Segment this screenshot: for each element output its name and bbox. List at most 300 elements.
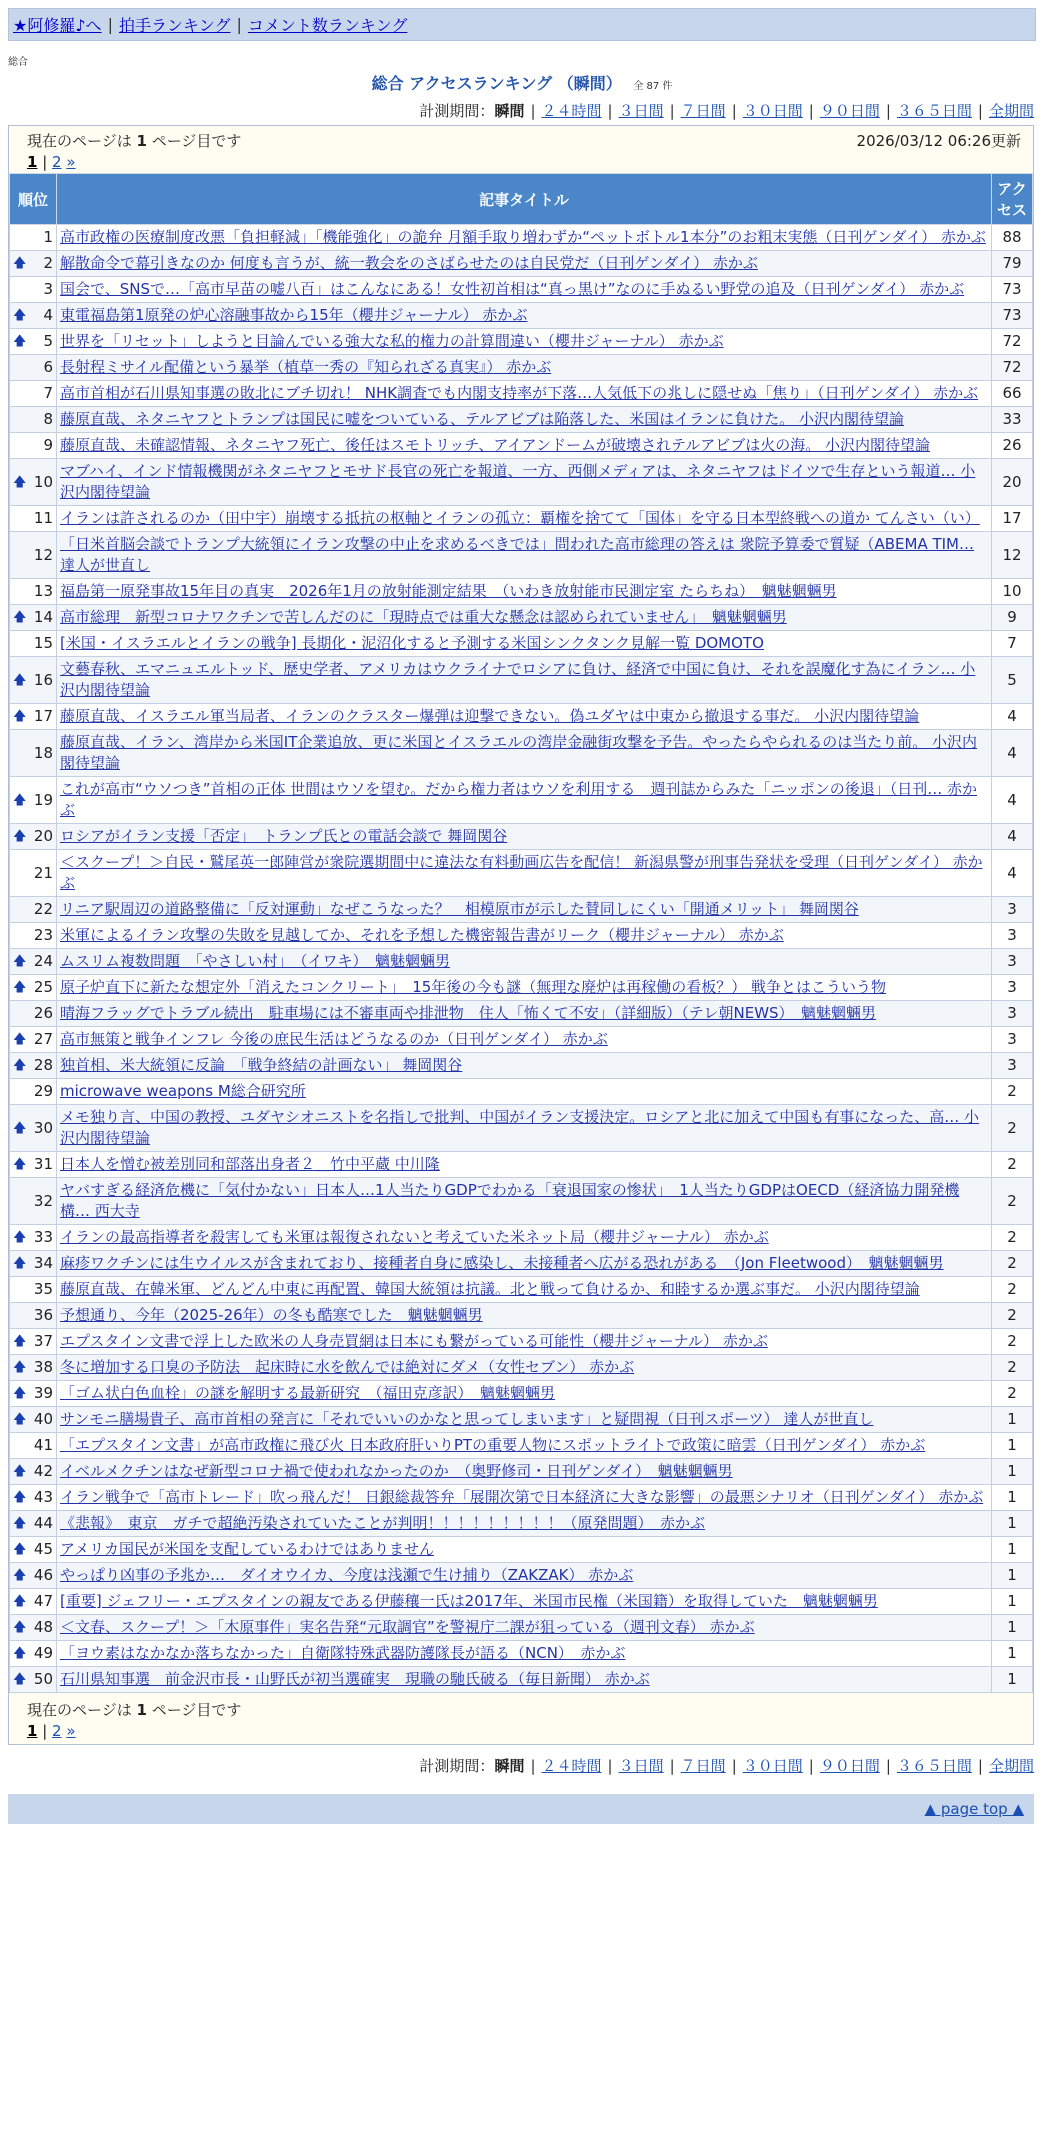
access-count: 2: [992, 1225, 1033, 1251]
title-cell: [57, 407, 992, 433]
access-count: 2: [992, 1355, 1033, 1381]
title-cell: [57, 1563, 992, 1589]
rank-number: 46: [33, 1566, 53, 1584]
title-cell: [57, 824, 992, 850]
title-cell: [57, 1511, 992, 1537]
title-cell: [57, 251, 992, 277]
table-row: [10, 579, 1033, 605]
rank-cell: [10, 355, 57, 381]
article-link[interactable]: 高市無策と戦争インフレ 今後の庶民生活はどうなるのか（日刊ゲンダイ） 赤かぶ: [60, 1030, 608, 1048]
title-cell: [57, 897, 992, 923]
article-link[interactable]: リニア駅周辺の道路整備に「反対運動」なぜこうなった？ 相模原市が示した賛同しにくい「開通メリット」 舞岡関谷: [60, 900, 859, 918]
access-count: 2: [992, 1105, 1033, 1152]
access-count: 72: [992, 329, 1033, 355]
table-row: [10, 1485, 1033, 1511]
rank-number: 24: [33, 952, 53, 970]
rank-cell: [10, 407, 57, 433]
article-link[interactable]: 麻疹ワクチンには生ウイルスが含まれており、接種者自身に感染し、未接種者へ広がる恐れがある （Jon Fleetwood） 魑魅魍魎男: [60, 1254, 944, 1272]
period-link[interactable]: 全期間: [988, 1757, 1034, 1775]
access-count: 17: [992, 506, 1033, 532]
access-count: 1: [992, 1537, 1033, 1563]
title-cell: [57, 1589, 992, 1615]
page-status: [27, 1699, 241, 1720]
up-arrow-icon: 🡅: [13, 1386, 27, 1401]
table-row: [10, 277, 1033, 303]
up-arrow-icon: 🡅: [13, 1032, 27, 1047]
rank-number: 29: [33, 1082, 53, 1100]
article-link[interactable]: 日本人を憎む被差別同和部落出身者２＿竹中平蔵 中川隆: [60, 1155, 440, 1173]
article-link[interactable]: ムスリム複数問題 「やさしい村」 （イワキ） 魑魅魍魎男: [60, 952, 451, 970]
article-link[interactable]: 藤原直哉、イラン、湾岸から米国IT企業追放、更に米国とイスラエルの湾岸金融街攻撃を予告。やったらやられるのは当たり前。 小沢内閣待望論: [60, 733, 978, 772]
period-link[interactable]: ９０日間: [819, 1757, 880, 1775]
rank-cell: [10, 1511, 57, 1537]
access-count: 2: [992, 1152, 1033, 1178]
title-cell: [57, 1433, 992, 1459]
table-row: [10, 381, 1033, 407]
article-link[interactable]: 世界を「リセット」しようと目論んでいる強大な私的権力の計算間違い（櫻井ジャーナル） 赤かぶ: [60, 332, 724, 350]
article-link[interactable]: 文藝春秋、エマニュエルトッド、歴史学者、アメリカはウクライナでロシアに負け、経済で中国に負け、それを誤魔化す為にイラン… 小沢内閣待望論: [60, 660, 976, 699]
table-row: [10, 850, 1033, 897]
rank-number: 9: [43, 436, 53, 454]
table-row: [10, 251, 1033, 277]
table-row: [10, 355, 1033, 381]
table-row: [10, 1355, 1033, 1381]
title-cell: [57, 381, 992, 407]
article-link[interactable]: 晴海フラッグでトラブル続出 駐車場には不審車両や排泄物 住人「怖くて不安」（詳細版）（テレ朝NEWS） 魑魅魍魎男: [60, 1004, 877, 1022]
period-link[interactable]: ２４時間: [541, 1757, 602, 1775]
rank-number: 6: [43, 358, 53, 376]
access-count: 7: [992, 631, 1033, 657]
rank-cell: [10, 1667, 57, 1693]
period-separator: |: [607, 1757, 613, 1775]
page-status-number: 1: [136, 1701, 147, 1719]
rank-cell: [10, 605, 57, 631]
title-cell: [57, 1053, 992, 1079]
article-link[interactable]: 「ゴム状白色血栓」の謎を解明する最新研究 （福田克彦訳） 魑魅魍魎男: [60, 1384, 556, 1402]
rank-number: 10: [33, 472, 53, 491]
access-count: 2: [992, 1178, 1033, 1225]
table-row: [10, 433, 1033, 459]
period-separator: |: [607, 102, 613, 120]
table-row: [10, 1589, 1033, 1615]
rank-number: 13: [33, 582, 53, 600]
rank-number: 22: [33, 900, 53, 918]
article-link[interactable]: これが高市“ウソつき”首相の正体 世間はウソを望む。だから権力者はウソを利用する 週刊誌からみた「ニッポンの後退」（日刊… 赤かぶ: [60, 780, 977, 819]
up-arrow-icon: 🡅: [13, 954, 27, 969]
up-arrow-icon: 🡅: [13, 474, 27, 490]
table-row: [10, 1053, 1033, 1079]
category-label: 総合: [8, 57, 28, 68]
access-count: 20: [992, 459, 1033, 506]
table-row: [10, 631, 1033, 657]
article-link[interactable]: 予想通り、今年（2025-26年）の冬も酷寒でした 魑魅魍魎男: [60, 1306, 483, 1324]
rank-cell: [10, 1615, 57, 1641]
nav-separator: |: [107, 15, 113, 34]
article-link[interactable]: 「ヨウ素はなかなか落ちなかった」自衛隊特殊武器防護隊長が語る（NCN） 赤かぶ: [60, 1644, 626, 1662]
period-link[interactable]: ３６５日間: [896, 102, 972, 120]
access-count: 2: [992, 1079, 1033, 1105]
rank-number: 36: [33, 1306, 53, 1324]
title-cell: [57, 1225, 992, 1251]
article-link[interactable]: 「エプスタイン文書」が高市政権に飛び火 日本政府肝いりPTの重要人物にスポットライトで政策に暗雲（日刊ゲンダイ） 赤かぶ: [60, 1436, 926, 1454]
article-link[interactable]: 冬に増加する口臭の予防法 起床時に水を飲んでは絶対にダメ（女性セブン） 赤かぶ: [60, 1358, 635, 1376]
up-arrow-icon: 🡅: [13, 1464, 27, 1479]
period-separator: |: [885, 1757, 891, 1775]
table-row: [10, 975, 1033, 1001]
title-cell: [57, 657, 992, 704]
period-link[interactable]: ７日間: [680, 102, 726, 120]
period-link[interactable]: ３日間: [618, 102, 664, 120]
period-link[interactable]: ３０日間: [742, 102, 803, 120]
rank-number: 39: [33, 1384, 53, 1402]
article-link[interactable]: エプスタイン文書で浮上した欧米の人身売買網は日本にも繋がっている可能性（櫻井ジャーナル） 赤かぶ: [60, 1332, 768, 1350]
rank-cell: [10, 532, 57, 579]
table-row: [10, 1407, 1033, 1433]
table-row: [10, 532, 1033, 579]
article-link[interactable]: 《悲報》 東京 ガチで超絶汚染されていたことが判明！！！！！！！！！（原発問題） 赤かぶ: [60, 1514, 706, 1532]
access-count: 4: [992, 730, 1033, 777]
title-cell: [57, 1667, 992, 1693]
article-link[interactable]: ＜文春、スクープ！＞「木原事件」実名告発“元取調官”を警視庁二課が狙っている（週刊文春） 赤かぶ: [60, 1618, 755, 1636]
article-link[interactable]: 東電福島第1原発の炉心溶融事故から15年（櫻井ジャーナル） 赤かぶ: [60, 306, 528, 324]
page-status-prefix: 現在のページは: [27, 1701, 132, 1719]
rank-cell: [10, 1251, 57, 1277]
rank-number: 43: [33, 1488, 53, 1506]
nav-separator: |: [236, 15, 242, 34]
rank-cell: [10, 704, 57, 730]
rank-number: 8: [43, 410, 53, 428]
article-link[interactable]: イラン戦争で「高市トレード」吹っ飛んだ！ 日銀総裁答弁「展開次第で日本経済に大きな影響」の最悪シナリオ（日刊ゲンダイ） 赤かぶ: [60, 1488, 984, 1506]
access-count: 73: [992, 277, 1033, 303]
rank-cell: [10, 277, 57, 303]
rank-number: 5: [43, 332, 53, 350]
article-link[interactable]: 「日米首脳会談でトランプ大統領にイラン攻撃の中止を求めるべきでは」問われた高市総理の答えは 衆院予算委で質疑（ABEMA TIM… 達人が世直し: [60, 535, 975, 574]
pager-next[interactable]: »: [66, 153, 76, 171]
article-link[interactable]: アメリカ国民が米国を支配しているわけではありません: [60, 1540, 434, 1558]
pager-next[interactable]: »: [66, 1722, 76, 1740]
clap-ranking-link[interactable]: 拍手ランキング: [118, 16, 231, 35]
period-link[interactable]: ３６５日間: [896, 1757, 972, 1775]
access-count: 4: [992, 704, 1033, 730]
article-link[interactable]: 米軍によるイラン攻撃の失敗を見越してか、それを予想した機密報告書がリーク（櫻井ジャーナル） 赤かぶ: [60, 926, 784, 944]
article-link[interactable]: イベルメクチンはなぜ新型コロナ禍で使われなかったのか （奥野修司・日刊ゲンダイ） 魑魅魍魎男: [60, 1462, 733, 1480]
access-count: 66: [992, 381, 1033, 407]
period-link[interactable]: 全期間: [988, 102, 1034, 120]
rank-number: 38: [33, 1358, 53, 1376]
title-cell: [57, 1027, 992, 1053]
access-count: 3: [992, 1027, 1033, 1053]
table-row: [10, 1329, 1033, 1355]
title-cell: [57, 1329, 992, 1355]
article-link[interactable]: 長射程ミサイル配備という暴挙（植草一秀の『知られざる真実』） 赤かぶ: [60, 358, 552, 376]
rank-cell: [10, 1355, 57, 1381]
article-link[interactable]: 藤原直哉、在韓米軍、どんどん中東に再配置、韓国大統領は抗議。北と戦って負けるか、和睦するか選ぶ事だ。 小沢内閣待望論: [60, 1280, 920, 1298]
article-link[interactable]: 国会で、SNSで…「高市早苗の嘘八百」はこんなにある！女性初首相は“真っ黒け”なのに手ぬるい野党の追及（日刊ゲンダイ） 赤かぶ: [60, 280, 965, 298]
article-link[interactable]: 原子炉直下に新たな想定外「消えたコンクリート」 15年後の今も謎（無理な廃炉は再稼働の看板？） 戦争とはこういう物: [60, 978, 887, 996]
up-arrow-icon: 🡅: [13, 1568, 27, 1583]
access-count: 2: [992, 1251, 1033, 1277]
rank-cell: [10, 251, 57, 277]
access-count: 3: [992, 897, 1033, 923]
up-arrow-icon: 🡅: [13, 1490, 27, 1505]
page-info-bottom: [9, 1693, 1033, 1722]
article-link[interactable]: 解散命令で幕引きなのか 何度も言うが、統一教会をのさばらせたのは自民党だ（日刊ゲンダイ） 赤かぶ: [60, 254, 758, 272]
title-cell: [57, 1641, 992, 1667]
title-cell: [57, 1459, 992, 1485]
article-link[interactable]: ＜スクープ！＞自民・鷲尾英一郎陣営が衆院選期間中に違法な有料動画広告を配信！ 新潟県警が刑事告発状を受理（日刊ゲンダイ） 赤かぶ: [60, 853, 983, 892]
rank-number: 1: [43, 228, 53, 246]
title-cell: [57, 1105, 992, 1152]
rank-cell: [10, 303, 57, 329]
article-link[interactable]: ロシアがイラン支援「否定」 トランプ氏との電話会談で 舞岡関谷: [60, 827, 508, 845]
article-link[interactable]: イランは許されるのか（田中宇）崩壊する抵抗の枢軸とイランの孤立：覇権を捨てて「国体」を守る日本型終戦への道か てんさい（い）: [60, 509, 980, 527]
rank-cell: [10, 579, 57, 605]
period-separator: |: [808, 102, 814, 120]
article-link[interactable]: 藤原直哉、ネタニヤフとトランプは国民に嘘をついている、テルアビブは陥落した、米国はイランに負けた。 小沢内閣待望論: [60, 410, 905, 428]
period-link[interactable]: ９０日間: [819, 102, 880, 120]
top-nav: [8, 8, 1036, 41]
article-link[interactable]: 福島第一原発事故15年目の真実 2026年1月の放射能測定結果 （いわき放射能市民測定室 たらちね） 魑魅魍魎男: [60, 582, 837, 600]
title-cell: [57, 631, 992, 657]
rank-cell: [10, 824, 57, 850]
access-count: 72: [992, 355, 1033, 381]
up-arrow-icon: 🡅: [13, 1672, 27, 1687]
title-cell: [57, 277, 992, 303]
rank-number: 18: [33, 743, 53, 762]
period-link[interactable]: ２４時間: [541, 102, 602, 120]
up-arrow-icon: 🡅: [13, 1157, 27, 1172]
home-link[interactable]: ★阿修羅♪へ: [13, 16, 102, 35]
rank-number: 14: [33, 608, 53, 626]
title-cell: [57, 225, 992, 251]
page-info-top: [9, 126, 1033, 153]
access-count: 1: [992, 1667, 1033, 1693]
table-row: [10, 1178, 1033, 1225]
rank-cell: [10, 1433, 57, 1459]
rank-number: 35: [33, 1280, 53, 1298]
title-cell: [57, 506, 992, 532]
title-cell: [57, 975, 992, 1001]
total-count: 全 87 件: [633, 81, 673, 92]
access-count: 26: [992, 433, 1033, 459]
up-arrow-icon: 🡅: [13, 709, 27, 724]
title-cell: [57, 1001, 992, 1027]
period-link[interactable]: ３０日間: [742, 1757, 803, 1775]
rank-cell: [10, 381, 57, 407]
title-cell: [57, 730, 992, 777]
table-row: [10, 949, 1033, 975]
title-cell: [57, 1303, 992, 1329]
up-arrow-icon: 🡅: [13, 1230, 27, 1245]
rank-cell: [10, 631, 57, 657]
title-cell: [57, 704, 992, 730]
table-row: [10, 1563, 1033, 1589]
table-row: [10, 1105, 1033, 1152]
access-count: 79: [992, 251, 1033, 277]
page-title: 総合 アクセスランキング （瞬間）: [371, 74, 622, 93]
period-separator: |: [977, 102, 983, 120]
ranking-table: [9, 173, 1033, 1693]
title-cell: [57, 1355, 992, 1381]
rank-cell: [10, 850, 57, 897]
article-link[interactable]: ヤバすぎる経済危機に「気付かない」日本人…1人当たりGDPでわかる「衰退国家の惨状」 1人当たりGDPはOECD（経済協力開発機構… 西大寺: [60, 1181, 960, 1220]
rank-cell: [10, 1152, 57, 1178]
page-status-prefix: 現在のページは: [27, 132, 132, 150]
pager-page-2[interactable]: 2: [52, 153, 62, 171]
title-cell: [57, 1178, 992, 1225]
article-link[interactable]: マブハイ、インド情報機関がネタニヤフとモサド長官の死亡を報道、一方、西側メディアは、ネタニヤフはドイツで生存という報道… 小沢内閣待望論: [60, 462, 976, 501]
table-row: [10, 1027, 1033, 1053]
pager-page-2[interactable]: 2: [52, 1722, 62, 1740]
rank-cell: [10, 730, 57, 777]
rank-number: 45: [33, 1540, 53, 1558]
period-link[interactable]: ７日間: [680, 1757, 726, 1775]
access-count: 12: [992, 532, 1033, 579]
rank-number: 47: [33, 1592, 53, 1610]
rank-number: 34: [33, 1254, 53, 1272]
access-count: 2: [992, 1303, 1033, 1329]
access-count: 1: [992, 1511, 1033, 1537]
access-count: 3: [992, 1053, 1033, 1079]
rank-cell: [10, 1225, 57, 1251]
title-cell: [57, 605, 992, 631]
rank-number: 37: [33, 1332, 53, 1350]
access-count: 3: [992, 923, 1033, 949]
article-link[interactable]: 高市総理 新型コロナワクチンで苦しんだのに「現時点では重大な懸念は認められていません」 魑魅魍魎男: [60, 608, 787, 626]
access-count: 3: [992, 949, 1033, 975]
rank-cell: [10, 1563, 57, 1589]
up-arrow-icon: 🡅: [13, 829, 27, 844]
article-link[interactable]: [重要] ジェフリー・エプスタインの親友である伊藤穰一氏は2017年、米国市民権（米国籍）を取得していた 魑魅魍魎男: [60, 1592, 878, 1610]
period-link[interactable]: ３日間: [618, 1757, 664, 1775]
title-cell: [57, 1485, 992, 1511]
article-link[interactable]: microwave weapons M総合研究所: [60, 1082, 306, 1100]
rank-cell: [10, 1027, 57, 1053]
rank-cell: [10, 777, 57, 824]
pager-current[interactable]: 1: [27, 1722, 38, 1740]
table-row: [10, 1303, 1033, 1329]
article-link[interactable]: 高市首相が石川県知事選の敗北にブチ切れ！ NHK調査でも内閣支持率が下落…人気低下の兆しに隠せぬ「焦り」（日刊ゲンダイ） 赤かぶ: [60, 384, 979, 402]
rank-number: 44: [33, 1514, 53, 1532]
article-link[interactable]: 高市政権の医療制度改悪「負担軽減」「機能強化」の詭弁 月額手取り増わずか“ペットボトル1本分”のお粗末実態（日刊ゲンダイ） 赤かぶ: [60, 228, 986, 246]
up-arrow-icon: 🡅: [13, 1542, 27, 1557]
up-arrow-icon: 🡅: [13, 1256, 27, 1271]
pager-current[interactable]: 1: [27, 153, 38, 171]
comment-ranking-link[interactable]: コメント数ランキング: [247, 16, 408, 35]
rank-cell: [10, 506, 57, 532]
rank-number: 28: [33, 1056, 53, 1074]
title-cell: [57, 1079, 992, 1105]
access-count: 33: [992, 407, 1033, 433]
title-cell: [57, 433, 992, 459]
rank-number: 16: [33, 670, 53, 689]
up-arrow-icon: 🡅: [13, 1412, 27, 1427]
table-row: [10, 657, 1033, 704]
table-row: [10, 1152, 1033, 1178]
ranking-table-body: [10, 225, 1033, 1693]
rank-number: 20: [33, 827, 53, 845]
access-count: 4: [992, 777, 1033, 824]
access-count: 2: [992, 1277, 1033, 1303]
table-row: [10, 704, 1033, 730]
table-row: [10, 1251, 1033, 1277]
rank-cell: [10, 1001, 57, 1027]
article-link[interactable]: 藤原直哉、イスラエル軍当局者、イランのクラスター爆弾は迎撃できない。偽ユダヤは中東から撤退する事だ。 小沢内閣待望論: [60, 707, 920, 725]
up-arrow-icon: 🡅: [13, 1058, 27, 1073]
up-arrow-icon: 🡅: [13, 256, 27, 271]
period-separator: |: [885, 102, 891, 120]
access-count: 2: [992, 1381, 1033, 1407]
period-label: 計測期間：: [419, 102, 495, 120]
access-count: 9: [992, 605, 1033, 631]
up-arrow-icon: 🡅: [13, 334, 27, 349]
rank-cell: [10, 1641, 57, 1667]
rank-cell: [10, 1053, 57, 1079]
table-row: [10, 1615, 1033, 1641]
rank-cell: [10, 897, 57, 923]
title-cell: [57, 923, 992, 949]
rank-cell: [10, 1589, 57, 1615]
title-cell: [57, 579, 992, 605]
article-link[interactable]: サンモニ膳場貴子、高市首相の発言に「それでいいのかなと思ってしまいます」と疑問視（日刊スポーツ） 達人が世直し: [60, 1410, 874, 1428]
rank-number: 48: [33, 1618, 53, 1636]
table-row: [10, 1537, 1033, 1563]
rank-cell: [10, 433, 57, 459]
period-separator: |: [808, 1757, 814, 1775]
access-count: 4: [992, 850, 1033, 897]
rank-number: 27: [33, 1030, 53, 1048]
rank-cell: [10, 1277, 57, 1303]
table-row: [10, 459, 1033, 506]
period-nav-top: [0, 100, 1034, 121]
rank-cell: [10, 975, 57, 1001]
table-row: [10, 329, 1033, 355]
title-cell: [57, 329, 992, 355]
up-arrow-icon: 🡅: [13, 672, 27, 688]
table-row: [10, 1433, 1033, 1459]
rank-number: 42: [33, 1462, 53, 1480]
period-separator: |: [731, 1757, 737, 1775]
access-count: 88: [992, 225, 1033, 251]
table-row: [10, 1277, 1033, 1303]
pager-top: 1 | 2 »: [27, 153, 76, 171]
article-link[interactable]: 藤原直哉、未確認情報、ネタニヤフ死亡、後任はスモトリッチ、アイアンドームが破壊されテルアビブは火の海。 小沢内閣待望論: [60, 436, 930, 454]
article-link[interactable]: 石川県知事選 前金沢市長・山野氏が初当選確実 現職の馳氏破る（毎日新聞） 赤かぶ: [60, 1670, 650, 1688]
rank-number: 23: [33, 926, 53, 944]
rank-cell: [10, 459, 57, 506]
rank-number: 25: [33, 978, 53, 996]
rank-cell: [10, 657, 57, 704]
table-row: [10, 1225, 1033, 1251]
rank-number: 7: [43, 384, 53, 402]
rank-number: 32: [33, 1191, 53, 1210]
article-link[interactable]: 独首相、米大統領に反論 「戦争終結の計画ない」 舞岡関谷: [60, 1056, 463, 1074]
access-header: アクセス: [992, 174, 1033, 225]
page-top-link[interactable]: ▲ page top ▲: [924, 1800, 1024, 1818]
article-link[interactable]: やっぱり凶事の予兆か… ダイオウイカ、今度は浅瀬で生け捕り（ZAKZAK） 赤かぶ: [60, 1566, 634, 1584]
article-link[interactable]: [米国・イスラエルとイランの戦争] 長期化・泥沼化すると予測する米国シンクタンク見解一覧 DOMOTO: [60, 634, 764, 652]
up-arrow-icon: 🡅: [13, 1360, 27, 1375]
rank-cell: [10, 949, 57, 975]
table-row: [10, 897, 1033, 923]
rank-cell: [10, 1485, 57, 1511]
up-arrow-icon: 🡅: [13, 792, 27, 808]
rank-cell: [10, 1537, 57, 1563]
title-cell: [57, 1152, 992, 1178]
article-link[interactable]: イランの最高指導者を殺害しても米軍は報復されないと考えていた米ネット局（櫻井ジャーナル） 赤かぶ: [60, 1228, 769, 1246]
article-link[interactable]: メモ独り言、中国の教授、ユダヤシオニストを名指しで批判、中国がイラン支援決定。ロシアと北に加えて中国も有事になった、高… 小沢内閣待望論: [60, 1108, 980, 1147]
access-count: 3: [992, 1001, 1033, 1027]
